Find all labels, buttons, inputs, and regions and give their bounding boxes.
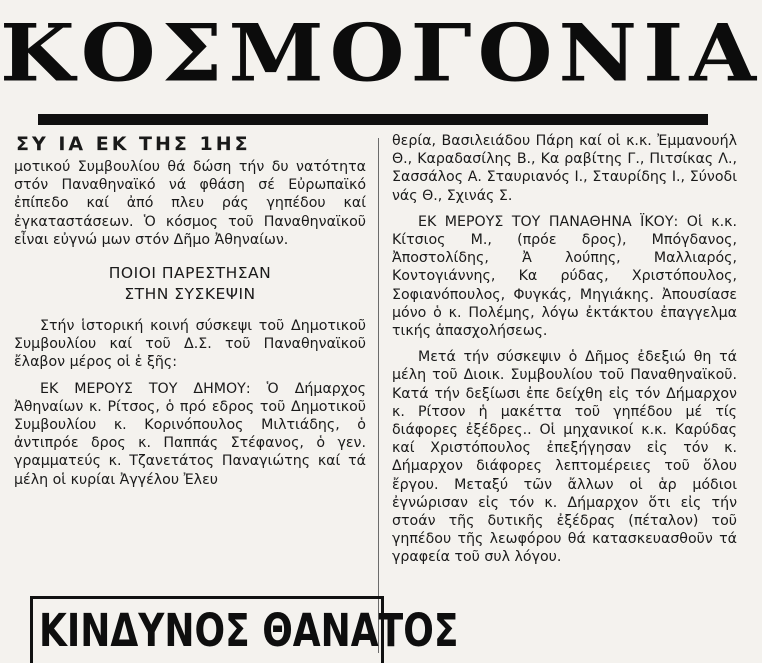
- paragraph-intro: μοτικού Συμβουλίου θά δώση τήν δυ νατότητα στόν Παναθηναϊκό νά φθάση σέ Εὐρωπαϊκό ἐπίπεδο καί ἀπό πλευ ράς γηπέδου καί ἐγκαταστάσεων. Ὁ κόσμος τοῦ Παναθηναϊκοῦ εἶναι εὐγνώ μων στόν Δῆμο Ἀθηναίων.: [14, 159, 366, 248]
- subheading-line-2: ΣΤΗΝ ΣΥΣΚΕΨΙΝ: [124, 285, 256, 304]
- article-column-right: [392, 132, 737, 656]
- masthead-rule: [38, 114, 708, 125]
- paragraph-panathinaikos: ΕΚ ΜΕΡΟΥΣ ΤΟΥ ΠΑΝΑΘΗΝΑ ΪΚΟΥ: Οἱ κ.κ. Κίτσιος Μ., (πρόε δρος), Μπόγδανος, Ἀποστολίδης, Ἀ λούπης, Μαλλιαρός, Κοντογιάννης, Κα ρύδας, Χριστόπουλος, Σοφιανόπουλος, Φυγκάς, Μηγιάκης. Ἀπουσίασε μόνο ὁ κ. Πολέμης, λόγω ἐκτάκτου ἐπαγγελμα τικής ἀπασχολήσεως.: [392, 213, 737, 340]
- masthead: [0, 0, 762, 112]
- paragraph-reception: Μετά τήν σύσκεψιν ὁ Δῆμος ἐδεξιώ θη τά μέλη τοῦ Διοικ. Συμβουλίου τοῦ Παναθηναϊκοῦ. Κατά τήν δεξίωσι ἐπε δείχθη εἰς τόν Δήμαρχον κ. Ρίτσον ἡ μακέττα τοῦ γηπέδου μέ τίς διάφορες ἐξέδρες.. Οἱ μηχανικοί κ.κ. Καρύδας καί Χριστόπουλος ἐπεξήγησαν εἰς τόν κ. Δήμαρχον διάφορες λεπτομέρειες τοῦ ὅλου ἔργου. Μεταξύ τῶν ἄλλων οἱ ἁρ μόδιοι ἐγνώρισαν εἰς τόν κ. Δήμαρχον ὅτι εἰς τήν στοάν τῆς δυτικῆς ἐξέδρας (πέταλον) τοῦ γηπέδου τῆς λεωφόρου θά κατασκευασθοῦν τά γραφεία τοῦ συλ λόγου.: [392, 349, 737, 566]
- paragraph-meeting: Στήν ἱστορική κοινή σύσκεψι τοῦ Δημοτικοῦ Συμβουλίου καί τοῦ Δ.Σ. τοῦ Παναθηναϊκοῦ ἔλαβον μέρος οἱ ἑ ξῆς:: [14, 318, 366, 371]
- paragraph-members: θερία, Βασιλειάδου Πάρη καί οἱ κ.κ. Ἐμμανουήλ Θ., Καραδασίλης Β., Κα ραβίτης Γ., Πιτσίκας Λ., Σασσάλος Α. Σταυριανός Ι., Σταυρίδης Ι., Σύνοδι νάς Θ., Σχινάς Σ.: [392, 133, 737, 204]
- paragraph-municipality: ΕΚ ΜΕΡΟΥΣ ΤΟΥ ΔΗΜΟΥ: Ὁ Δήμαρχος Ἀθηναίων κ. Ρίτσος, ὁ πρό εδρος τοῦ Δημοτικοῦ Συμβουλίου κ. Κορινόπουλος Μιλτιάδης, ὁ ἀντιπρόε δρος κ. Παππάς Στέφανος, ὁ γεν. γραμματεύς κ. Τζανετάτος Παναγιώτης καί τά μέλη οἱ κυρίαι Ἀγγέλου Ἐλευ: [14, 380, 366, 488]
- column-divider: [378, 138, 379, 653]
- boxed-headline: [30, 596, 459, 663]
- continued-headline: ΣΥ ΙΑ ΕΚ ΤΗΣ 1ΗΣ: [16, 133, 251, 155]
- boxed-headline-text: ΚΙΝΔΥΝΟΣ ΘΑΝΑΤΟΣ: [39, 604, 459, 657]
- article-column-left: [14, 132, 366, 652]
- newspaper-section-title: ΚΟΣΜΟΓΟΝΙΑ: [0, 7, 762, 100]
- subheading: [14, 263, 366, 305]
- subheading-line-1: ΠΟΙΟΙ ΠΑΡΕΣΤΗΣΑΝ: [108, 264, 272, 283]
